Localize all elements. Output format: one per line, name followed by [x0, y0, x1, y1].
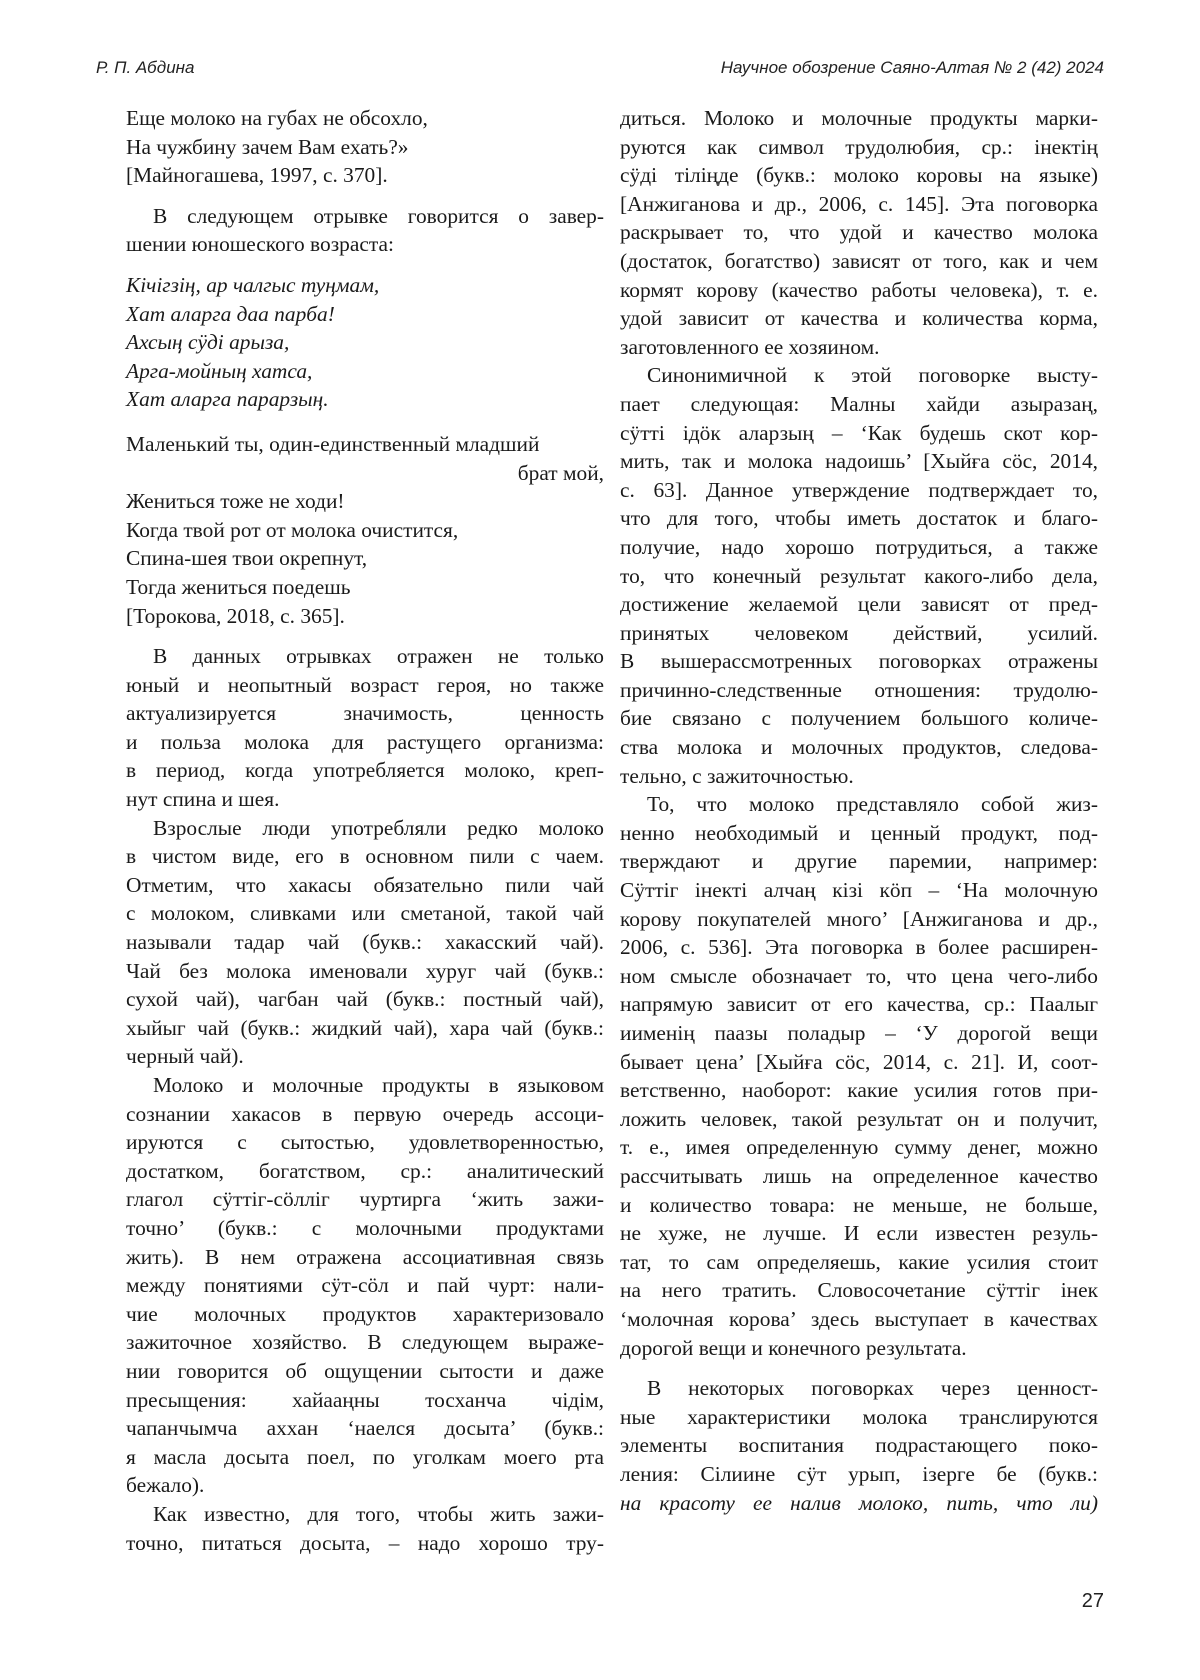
text-line: с молоком, сливками или сметаной, такой чай: [126, 901, 604, 926]
text-line: Маленький ты, один-единственный младший: [126, 431, 540, 456]
text-line: бие связано с получением большого количе-: [620, 706, 1098, 731]
text-line: Как известно, для того, чтобы жить зажи-: [153, 1501, 604, 1526]
text-line: Сӱттіг інекті алчаң кізі кӧп – ‘На молочную: [620, 878, 1098, 903]
text-line: пресыщения: хайааңны тосханча чідім,: [126, 1387, 604, 1412]
text-line: [Торокова, 2018, с. 365].: [126, 603, 345, 628]
text-line: сухой чай), чагбан чай (букв.: постный чай),: [126, 987, 604, 1012]
text-line: В данных отрывках отражен не только: [153, 644, 604, 669]
text-line: в чистом виде, его в основном пили с чаем.: [126, 844, 604, 869]
text-line: сӱтті ідӧк аларзың – ‘Как будешь скот кор-: [620, 420, 1098, 445]
text-line: тат, то сам определяешь, какие усилия стоит: [620, 1249, 1098, 1274]
text-line: Хат аларга даа парба!: [126, 301, 335, 326]
text-line: и польза молока для растущего организма:: [126, 729, 604, 754]
text-line: Арга-мойның хатса,: [126, 358, 313, 383]
text-line: я масла досыта поел, по уголкам моего рта: [126, 1444, 604, 1469]
text-line: ства молока и молочных продуктов, следова-: [620, 735, 1098, 760]
text-line: бывает цена’ [Хыйға сӧс, 2014, с. 21]. И, соот-: [620, 1049, 1098, 1074]
text-line: шении юношеского возраста:: [126, 232, 394, 257]
paragraph-spacer: [126, 190, 604, 202]
text-line: Кічігзің, ар чалгыс туңмам,: [126, 272, 380, 297]
text-line: пает следующая: Малны хайди азыразаң,: [620, 391, 1098, 416]
text-line: на красоту ее налив молоко, пить, что ли): [620, 1490, 1098, 1515]
text-line: раскрывает то, что удой и качество молока: [620, 220, 1098, 245]
text-line: черный чай).: [126, 1044, 244, 1069]
text-line: ‘молочная корова’ здесь выступает в качествах: [620, 1306, 1098, 1331]
text-line: что для того, чтобы иметь достаток и благо-: [620, 506, 1098, 531]
text-line: называли тадар чай (букв.: хакасский чай).: [126, 930, 604, 955]
running-header-journal: Научное обозрение Саяно-Алтая № 2 (42) 2024: [720, 58, 1104, 77]
paragraph-spacer: [620, 1362, 1098, 1374]
text-line: на него тратить. Словосочетание сӱттіг інек: [620, 1278, 1098, 1303]
text-line: Отметим, что хакасы обязательно пили чай: [126, 872, 604, 897]
text-line: заготовленного ее хозяином.: [620, 334, 880, 359]
text-line: принятых человеком действий, усилий.: [620, 620, 1098, 645]
text-line: В следующем отрывке говорится о завер-: [153, 203, 604, 228]
text-line: нии говорится об ощущении сытости и даже: [126, 1358, 604, 1383]
text-line: руются как символ трудолюбия, ср.: інектің: [620, 134, 1098, 159]
text-line: Спина-шея твои окрепнут,: [126, 546, 368, 571]
text-line: тельно, с зажиточностью.: [620, 763, 854, 788]
text-line: нут спина и шея.: [126, 787, 280, 812]
text-line: [Майногашева, 1997, с. 370].: [126, 163, 388, 188]
text-line: т. е., имея определенную сумму денег, можно: [620, 1135, 1098, 1160]
text-line: глагол сӱттіг-сӧлліг чуртирга ‘жить зажи-: [126, 1187, 604, 1212]
text-line: ненно необходимый и ценный продукт, под-: [620, 820, 1098, 845]
text-line: причинно-следственные отношения: трудолю-: [620, 677, 1098, 702]
text-line: [Анжиганова и др., 2006, с. 145]. Эта поговорка: [620, 191, 1098, 216]
text-line: между понятиями сӱт-сӧл и пай чурт: нали-: [126, 1273, 604, 1298]
text-line: ления: Сілиине сӱт урып, ізерге бе (букв.:: [620, 1461, 1098, 1486]
text-line: точно, питаться досыта, – надо хорошо тру-: [126, 1530, 604, 1555]
page-number: 27: [1081, 1590, 1104, 1612]
text-line: элементы воспитания подрастающего поко-: [620, 1433, 1098, 1458]
text-line: ветственно, наоборот: какие усилия готов при-: [620, 1078, 1098, 1103]
text-line: в период, когда употребляется молоко, креп-: [126, 758, 604, 783]
text-line: ируются с сытостью, удовлетворенностью,: [126, 1130, 604, 1155]
text-line: зажиточное хозяйство. В следующем выраже-: [126, 1330, 604, 1355]
running-header-author: Р. П. Абдина: [96, 58, 195, 77]
text-line: достатком, богатством, ср.: аналитический: [126, 1158, 604, 1183]
text-line: актуализируется значимость, ценность: [126, 701, 604, 726]
text-line: На чужбину зачем Вам ехать?»: [126, 134, 409, 159]
text-line: корову покупателей много’ [Анжиганова и др.,: [620, 906, 1098, 931]
text-line: 2006, с. 536]. Эта поговорка в более расширен-: [620, 935, 1098, 960]
text-line: Тогда жениться поедешь: [126, 574, 351, 599]
text-line: Жениться тоже не ходи!: [126, 489, 345, 514]
text-line: кормят корову (качество работы человека), т. е.: [620, 277, 1098, 302]
right-text-column: [620, 104, 1098, 1517]
left-text-column: [126, 104, 604, 1557]
text-line: Взрослые люди употребляли редко молоко: [153, 815, 604, 840]
text-line: Молоко и молочные продукты в языковом: [153, 1073, 604, 1097]
text-line: ложить человек, такой результат он и получит,: [620, 1106, 1098, 1131]
text-line: брат мой,: [517, 460, 604, 485]
paragraph-spacer: [126, 414, 604, 430]
text-line: мить, так и молока надоишь’ [Хыйға сӧс, 2014,: [620, 449, 1098, 474]
text-line: ные характеристики молока транслируются: [620, 1404, 1098, 1429]
text-line: юный и неопытный возраст героя, но также: [126, 672, 604, 697]
text-line: Когда твой рот от молока очистится,: [126, 517, 459, 542]
text-line: диться. Молоко и молочные продукты марки-: [620, 106, 1098, 130]
text-line: удой зависит от качества и количества корма,: [620, 306, 1098, 331]
text-line: то, что конечный результат какого-либо дела,: [620, 563, 1098, 588]
paragraph-spacer: [126, 630, 604, 642]
text-line: жить). В нем отражена ассоциативная связь: [126, 1244, 604, 1269]
text-line: То, что молоко представляло собой жиз-: [647, 792, 1098, 817]
text-line: сӱді тіліңде (букв.: молоко коровы на языке): [620, 163, 1098, 188]
text-line: чие молочных продуктов характеризовало: [126, 1301, 604, 1326]
text-line: бежало).: [126, 1473, 205, 1498]
text-line: дорогой вещи и конечного результата.: [620, 1335, 967, 1360]
text-line: Хат аларга парарзың.: [126, 387, 329, 412]
text-line: не хуже, не лучше. И если известен резуль-: [620, 1221, 1098, 1246]
text-line: и количество товара: не меньше, не больше,: [620, 1192, 1098, 1217]
text-line: достижение желаемой цели зависят от пред-: [620, 592, 1098, 617]
text-line: получие, надо хорошо потрудиться, а также: [620, 534, 1098, 559]
text-line: хыйыг чай (букв.: жидкий чай), хара чай (букв.:: [126, 1015, 604, 1040]
text-line: В вышерассмотренных поговорках отражены: [620, 649, 1098, 674]
text-line: с. 63]. Данное утверждение подтверждает то,: [620, 477, 1098, 502]
text-line: Еще молоко на губах не обсохло,: [126, 106, 428, 130]
text-line: чапанчымча аххан ‘наелся досыта’ (букв.:: [126, 1416, 604, 1441]
text-line: рассчитывать лишь на определенное качество: [620, 1163, 1098, 1188]
text-line: иименің паазы поладыр – ‘У дорогой вещи: [620, 1021, 1098, 1045]
text-line: сознании хакасов в первую очередь ассоци-: [126, 1101, 604, 1126]
text-line: В некоторых поговорках через ценност-: [647, 1376, 1098, 1401]
text-line: ном смысле обозначает то, что цена чего-либо: [620, 963, 1098, 988]
text-line: Синонимичной к этой поговорке высту-: [647, 363, 1098, 388]
text-line: напрямую зависит от его качества, ср.: Паалыг: [620, 992, 1098, 1017]
text-line: Ахсың сӱді арыза,: [126, 330, 290, 355]
text-line: Чай без молока именовали хуруг чай (букв.:: [126, 958, 604, 983]
text-line: (достаток, богатство) зависят от того, как и чем: [620, 248, 1098, 273]
text-line: тверждают и другие паремии, например:: [620, 849, 1098, 874]
text-line: точно’ (букв.: с молочными продуктами: [126, 1215, 604, 1240]
paragraph-spacer: [126, 259, 604, 271]
